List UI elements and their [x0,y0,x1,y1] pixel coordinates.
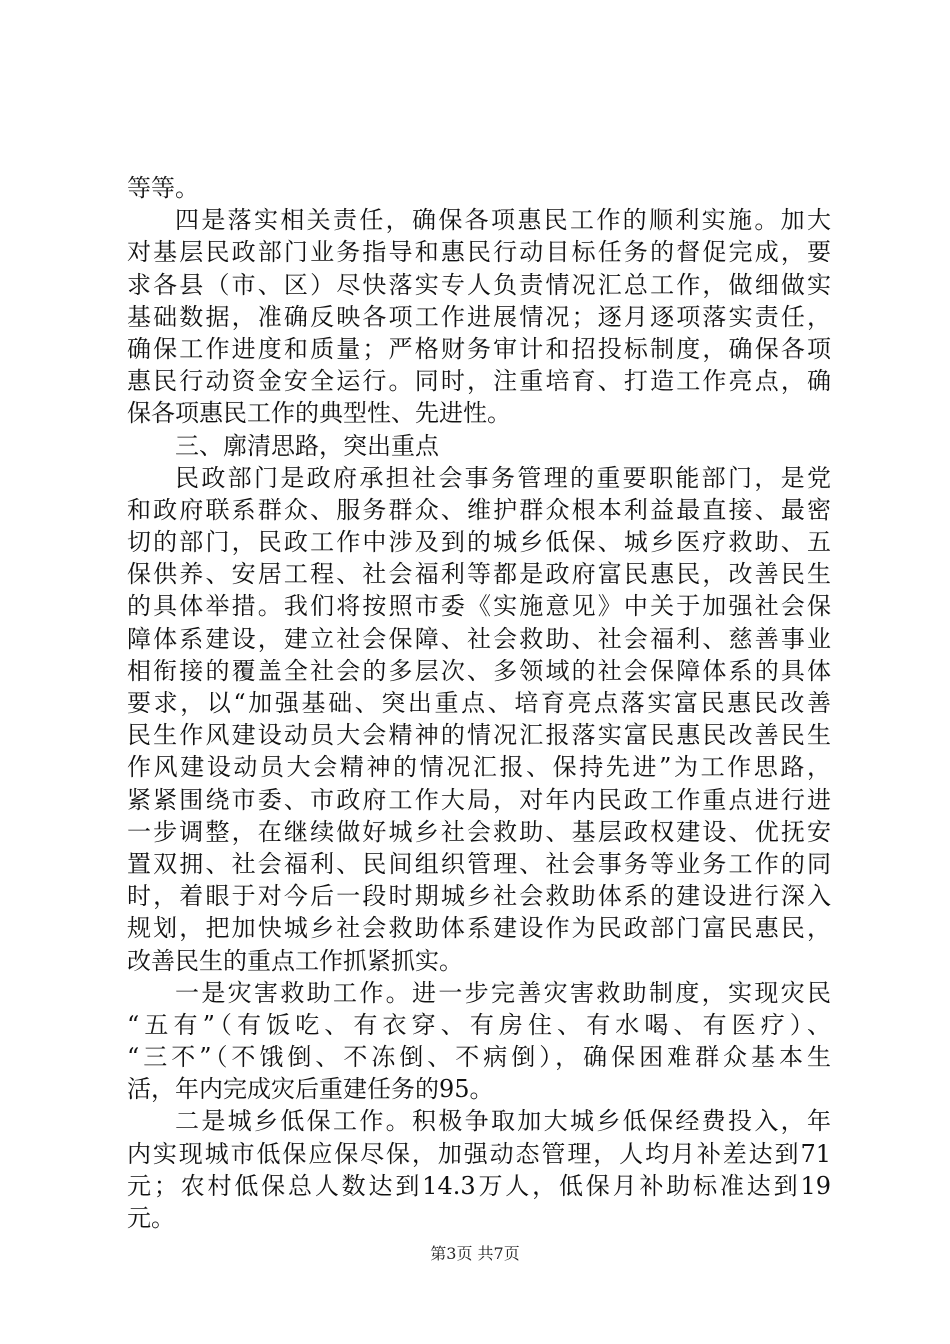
text-line: 障体系建设，建立社会保障、社会救助、社会福利、慈善事业 [127,624,831,653]
text-line: 元；农村低保总人数达到14.3万人，低保月补助标准达到19 [127,1171,831,1200]
text-line: 和政府联系群众、服务群众、维护群众根本利益最直接、最密 [127,495,831,524]
text-line: 保供养、安居工程、社会福利等都是政府富民惠民，改善民生 [127,560,831,589]
section-heading: 三、廓清思路，突出重点 [175,431,439,460]
text-line: 一步调整，在继续做好城乡社会救助、基层政权建设、优抚安 [127,817,831,846]
text-line: 作风建设动员大会精神的情况汇报、保持先进”为工作思路， [127,753,831,782]
page-footer: 第3页 共7页 [430,1244,520,1263]
text-line: 相衔接的覆盖全社会的多层次、多领域的社会保障体系的具体 [127,656,831,685]
paragraph-first-line: 二是城乡低保工作。积极争取加大城乡低保经费投入，年 [175,1107,831,1136]
text-line: 保各项惠民工作的典型性、先进性。 [127,399,511,428]
text-line: 改善民生的重点工作抓紧抓实。 [127,946,463,975]
text-line: 等等。 [127,174,199,202]
text-line: 时，着眼于对今后一段时期城乡社会救助体系的建设进行深入 [127,882,831,911]
text-line: 置双拥、社会福利、民间组织管理、社会事务等业务工作的同 [127,849,831,878]
text-line: 确保工作进度和质量；严格财务审计和招投标制度，确保各项 [127,334,831,363]
text-line: 惠民行动资金安全运行。同时，注重培育、打造工作亮点，确 [127,367,831,396]
text-line: 要求，以“加强基础、突出重点、培育亮点落实富民惠民改善 [127,689,831,717]
text-line: 规划，把加快城乡社会救助体系建设作为民政部门富民惠民， [127,914,831,943]
paragraph-first-line: 一是灾害救助工作。进一步完善灾害救助制度，实现灾民 [175,978,831,1007]
text-line: 的具体举措。我们将按照市委《实施意见》中关于加强社会保 [127,592,831,621]
text-line: 内实现城市低保应保尽保，加强动态管理，人均月补差达到71 [127,1139,831,1168]
text-line: 切的部门，民政工作中涉及到的城乡低保、城乡医疗救助、五 [127,528,831,557]
text-line: 求各县（市、区）尽快落实专人负责情况汇总工作，做细做实 [127,270,831,299]
text-line: 对基层民政部门业务指导和惠民行动目标任务的督促完成，要 [127,238,831,267]
text-line: “五有”（有饭吃、有衣穿、有房住、有水喝、有医疗）、 [127,1010,831,1039]
text-line: 元。 [127,1204,175,1232]
text-line: “三不”（不饿倒、不冻倒、不病倒），确保困难群众基本生 [127,1043,831,1072]
paragraph-first-line: 民政部门是政府承担社会事务管理的重要职能部门，是党 [175,463,831,492]
text-line: 基础数据，准确反映各项工作进展情况；逐月逐项落实责任， [127,302,831,331]
document-body [127,172,831,1234]
text-line: 民生作风建设动员大会精神的情况汇报落实富民惠民改善民生 [127,721,831,750]
text-line: 紧紧围绕市委、市政府工作大局，对年内民政工作重点进行进 [127,785,831,814]
text-line: 活，年内完成灾后重建任务的95。 [127,1075,494,1104]
paragraph-first-line: 四是落实相关责任，确保各项惠民工作的顺利实施。加大 [175,206,831,235]
